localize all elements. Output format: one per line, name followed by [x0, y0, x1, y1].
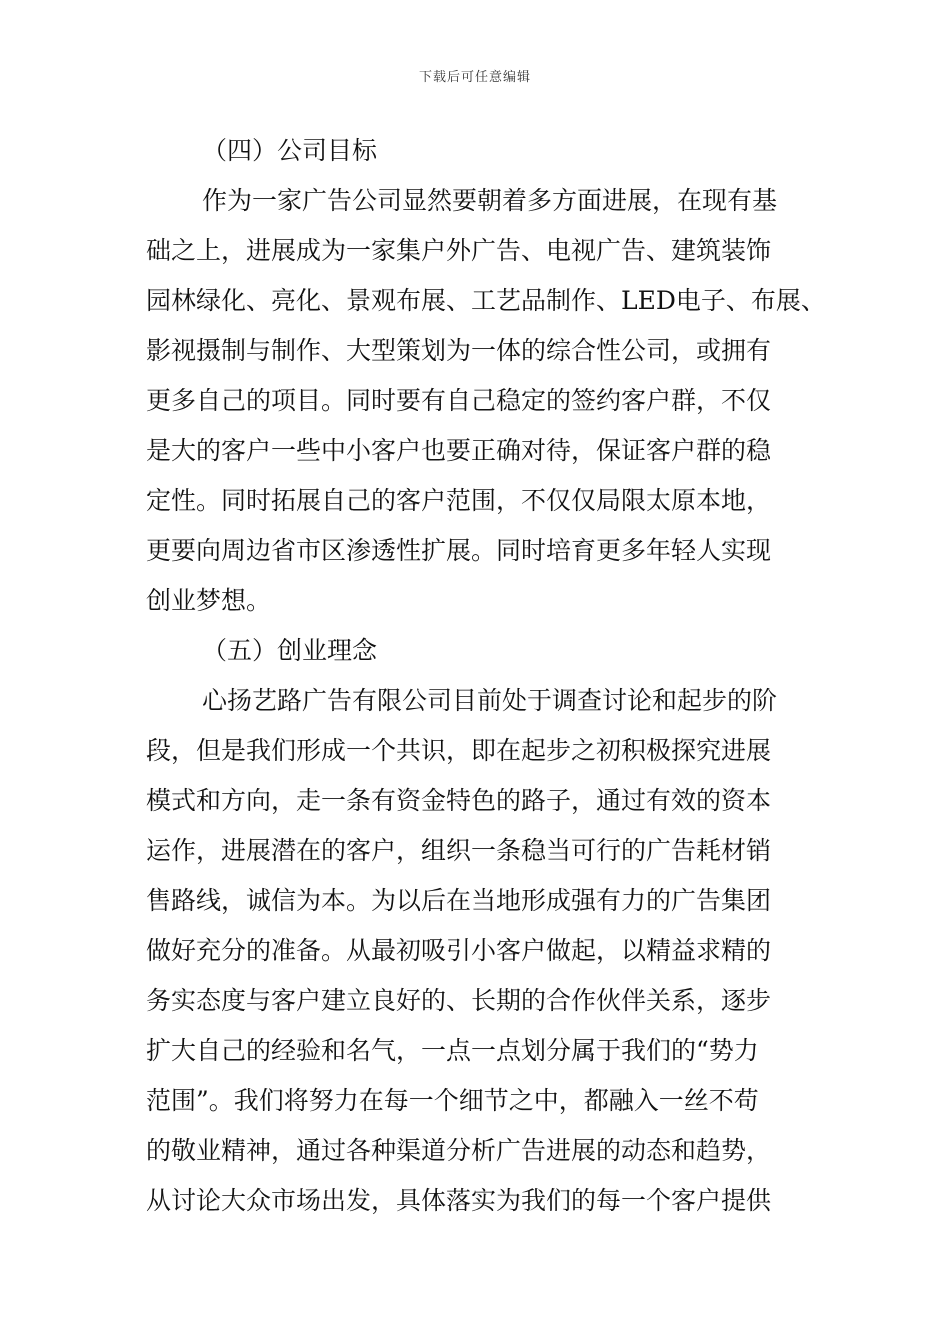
paragraph-line: 段，但是我们形成一个共识，即在起步之初积极探究进展 — [146, 736, 772, 765]
paragraph-line: 定性。同时拓展自己的客户范围，不仅仅局限太原本地， — [146, 486, 772, 515]
paragraph-line: 从讨论大众市场出发，具体落实为我们的每一个客户提供 — [146, 1186, 772, 1215]
document-body — [146, 126, 826, 1226]
paragraph-line: 扩大自己的经验和名气，一点一点划分属于我们的“势力 — [146, 1036, 759, 1065]
paragraph-line: 范围”。我们将努力在每一个细节之中，都融入一丝不苟 — [146, 1086, 759, 1115]
page-header: 下载后可任意编辑 — [418, 70, 531, 85]
paragraph-line: 运作，进展潜在的客户，组织一条稳当可行的广告耗材销 — [146, 836, 772, 865]
paragraph-line: 更多自己的项目。同时要有自己稳定的签约客户群，不仅 — [146, 386, 772, 415]
section-heading-company-goals: （四）公司目标 — [202, 136, 378, 165]
paragraph-line: 作为一家广告公司显然要朝着多方面进展，在现有基 — [202, 186, 778, 215]
section-heading-business-philosophy: （五）创业理念 — [202, 636, 378, 665]
paragraph-line: 做好充分的准备。从最初吸引小客户做起，以精益求精的 — [146, 936, 772, 965]
paragraph-line: 售路线，诚信为本。为以后在当地形成强有力的广告集团 — [146, 886, 772, 915]
paragraph-line: 的敬业精神，通过各种渠道分析广告进展的动态和趋势， — [146, 1136, 772, 1165]
paragraph-line: 模式和方向，走一条有资金特色的路子，通过有效的资本 — [146, 786, 772, 815]
paragraph-line: 心扬艺路广告有限公司目前处于调查讨论和起步的阶 — [202, 686, 778, 715]
paragraph-line: 影视摄制与制作、大型策划为一体的综合性公司，或拥有 — [146, 336, 772, 365]
paragraph-line: 更要向周边省市区渗透性扩展。同时培育更多年轻人实现 — [146, 536, 772, 565]
paragraph-line: 是大的客户一些中小客户也要正确对待，保证客户群的稳 — [146, 436, 772, 465]
paragraph-line: 础之上，进展成为一家集户外广告、电视广告、建筑装饰 — [146, 236, 772, 265]
paragraph-line: 园林绿化、亮化、景观布展、工艺品制作、LED电子、布展、 — [146, 286, 826, 315]
paragraph-line: 创业梦想。 — [146, 586, 272, 615]
paragraph-line: 务实态度与客户建立良好的、长期的合作伙伴关系，逐步 — [146, 986, 772, 1015]
